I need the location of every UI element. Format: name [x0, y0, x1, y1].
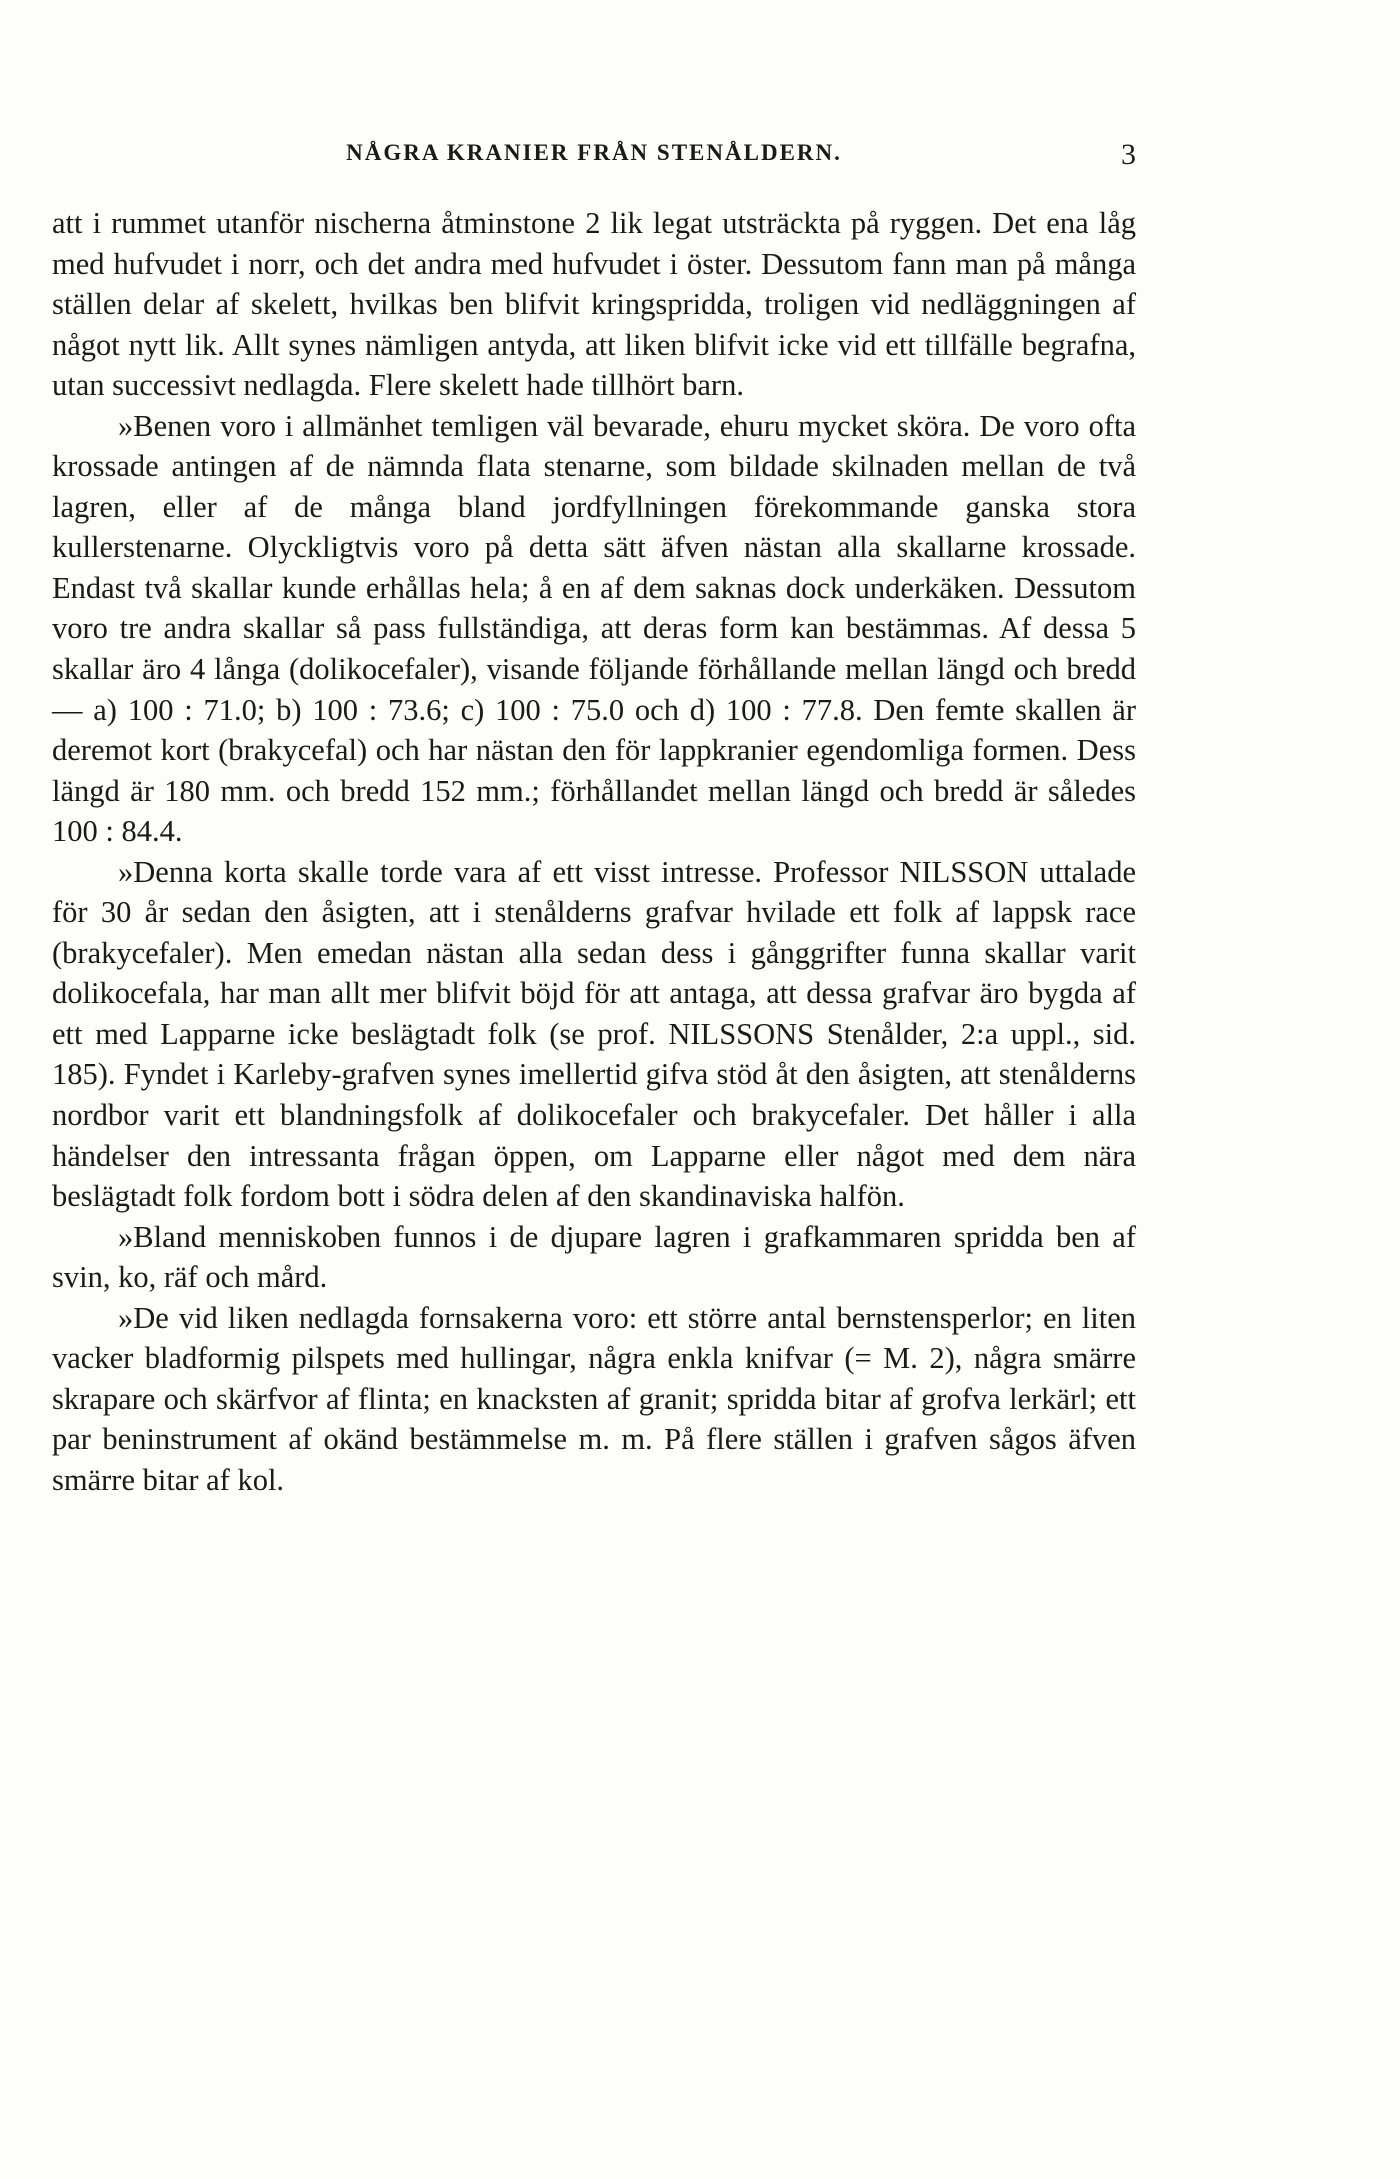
paragraph: »Benen voro i allmänhet temligen väl bevarade, ehuru mycket sköra. De voro ofta krossade antingen af de nämnda flata stenarne, som bildade skilnaden mellan de två lagren, eller af de många bland jordfyllningen förekommande ganska stora kullerstenarne. Olyckligtvis voro på detta sätt äfven nästan alla skallarne krossade. Endast två skallar kunde erhållas hela; å en af dem saknas dock underkäken. Dessutom voro tre andra skallar så pass fullständiga, att deras form kan bestämmas. Af dessa 5 skallar äro 4 långa (dolikocefaler), visande följande förhållande mellan längd och bredd — a) 100 : 71.0; b) 100 : 73.6; c) 100 : 75.0 och d) 100 : 77.8. Den femte skallen är deremot kort (brakycefal) och har nästan den för lappkranier egendomliga formen. Dess längd är 180 mm. och bredd 152 mm.; förhållandet mellan längd och bredd är således 100 : 84.4. [52, 408, 1136, 849]
page-number: 3 [1121, 138, 1136, 171]
running-head [52, 140, 1136, 180]
paragraph: »De vid liken nedlagda fornsakerna voro: ett större antal bernstensperlor; en liten vacker bladformig pilspets med hullingar, några enkla knifvar (= M. 2), några smärre skrapare och skärfvor af flinta; en knacksten af granit; spridda bitar af grofva lerkärl; ett par beninstrument af okänd bestämmelse m. m. På flere ställen i grafven sågos äfven smärre bitar af kol. [52, 1300, 1136, 1497]
body-text [52, 203, 1136, 1501]
paragraph: »Bland menniskoben funnos i de djupare lagren i grafkammaren spridda ben af svin, ko, räf och mård. [52, 1219, 1136, 1295]
paragraph: »Denna korta skalle torde vara af ett visst intresse. Professor NILSSON uttalade för 30 år sedan den åsigten, att i stenålderns grafvar hvilade ett folk af lappsk race (brakycefaler). Men emedan nästan alla sedan dess i gånggrifter funna skallar varit dolikocefala, har man allt mer blifvit böjd för att antaga, att dessa grafvar äro bygda af ett med Lapparne icke beslägtadt folk (se prof. NILSSONS Stenålder, 2:a uppl., sid. 185). Fyndet i Karleby-grafven synes imellertid gifva stöd åt den åsigten, att stenålderns nordbor varit ett blandningsfolk af dolikocefaler och brakycefaler. Det håller i alla händelser den intressanta frågan öppen, om Lapparne eller något med dem nära beslägtadt folk fordom bott i södra delen af den skandinaviska halfön. [52, 854, 1136, 1214]
paragraph: att i rummet utanför nischerna åtminstone 2 lik legat utsträckta på ryggen. Det ena låg med hufvudet i norr, och det andra med hufvudet i öster. Dessutom fann man på många ställen delar af skelett, hvilkas ben blifvit kringspridda, troligen vid nedläggningen af något nytt lik. Allt synes nämligen antyda, att liken blifvit icke vid ett tillfälle begrafna, utan successivt nedlagda. Flere skelett hade tillhört barn. [52, 206, 1136, 403]
running-title: NÅGRA KRANIER FRÅN STENÅLDERN. [346, 140, 842, 165]
